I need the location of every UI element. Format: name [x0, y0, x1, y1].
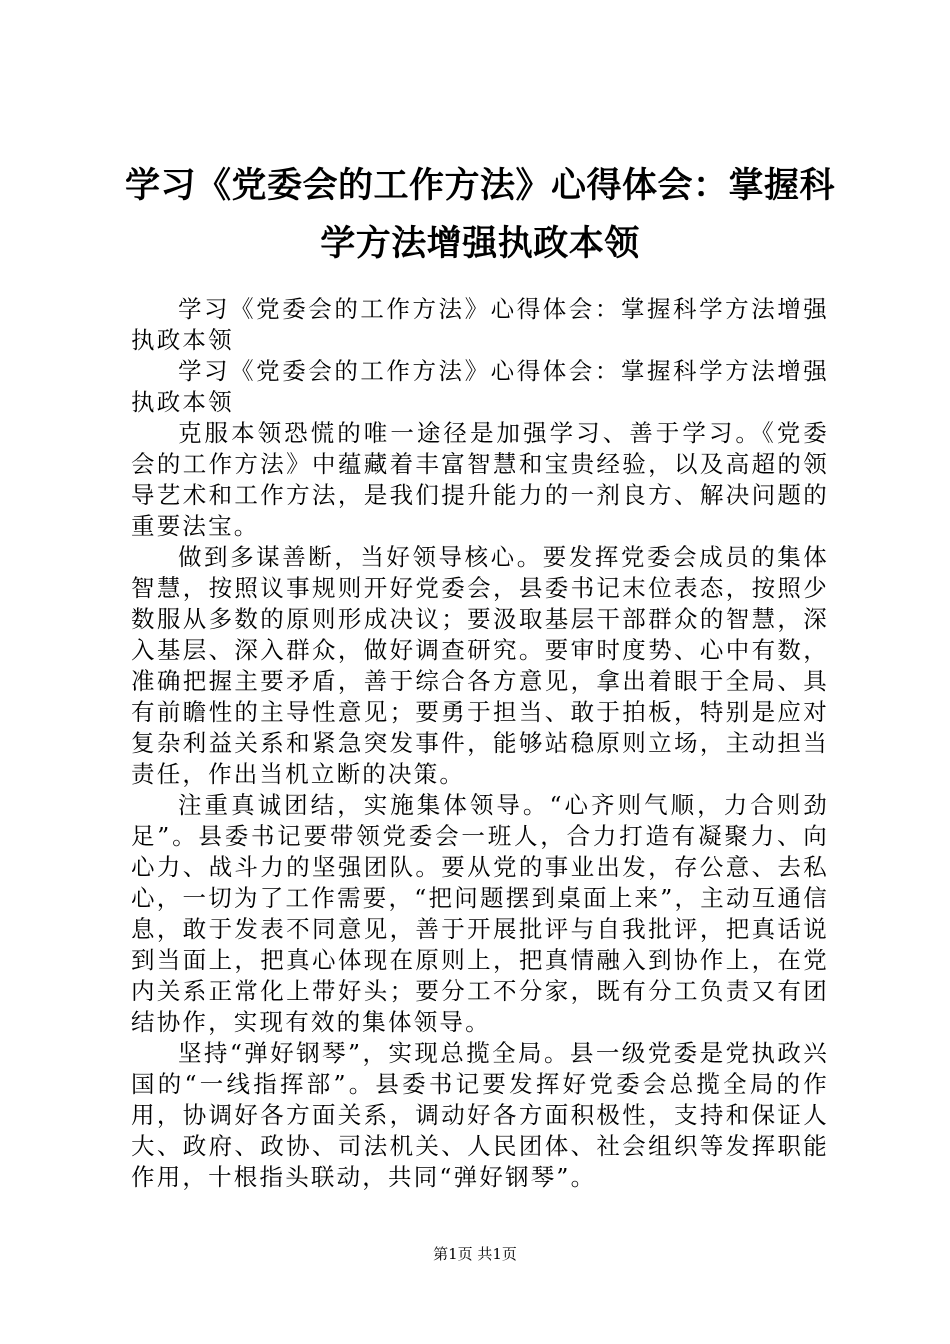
- paragraph: 做到多谋善断，当好领导核心。要发挥党委会成员的集体智慧，按照议事规则开好党委会，县委书记末位表态，按照少数服从多数的原则形成决议；要汲取基层干部群众的智慧，深入基层、深入群众，做好调查研究。要审时度势、心中有数，准确把握主要矛盾，善于综合各方意见，拿出着眼于全局、具有前瞻性的主导性意见；要勇于担当、敢于拍板，特别是应对复杂利益关系和紧急突发事件，能够站稳原则立场，主动担当责任，作出当机立断的决策。: [131, 543, 829, 788]
- paragraph: 注重真诚团结，实施集体领导。“心齐则气顺，力合则劲足”。县委书记要带领党委会一班人，合力打造有凝聚力、向心力、战斗力的坚强团队。要从党的事业出发，存公意、去私心，一切为了工作需要，“把问题摆到桌面上来”，主动互通信息，敢于发表不同意见，善于开展批评与自我批评，把真话说到当面上，把真心体现在原则上，把真情融入到协作上，在党内关系正常化上带好头；要分工不分家，既有分工负责又有团结协作，实现有效的集体领导。: [131, 791, 829, 1036]
- paragraph: 坚持“弹好钢琴”，实现总揽全局。县一级党委是党执政兴国的“一线指挥部”。县委书记要发挥好党委会总揽全局的作用，协调好各方面关系，调动好各方面积极性，支持和保证人大、政府、政协、司法机关、人民团体、社会组织等发挥职能作用，十根指头联动，共同“弹好钢琴”。: [131, 1039, 829, 1191]
- document-body: [131, 294, 829, 1193]
- paragraph: 学习《党委会的工作方法》心得体会：掌握科学方法增强执政本领: [131, 295, 829, 354]
- paragraph: 学习《党委会的工作方法》心得体会：掌握科学方法增强执政本领: [131, 357, 829, 416]
- paragraph: 克服本领恐慌的唯一途径是加强学习、善于学习。《党委会的工作方法》中蕴藏着丰富智慧和宝贵经验，以及高超的领导艺术和工作方法，是我们提升能力的一剂良方、解决问题的重要法宝。: [131, 419, 829, 540]
- document-title: 学习《党委会的工作方法》心得体会：掌握科学方法增强执政本领: [124, 166, 835, 264]
- page-footer: 第1页 共1页: [433, 1245, 517, 1263]
